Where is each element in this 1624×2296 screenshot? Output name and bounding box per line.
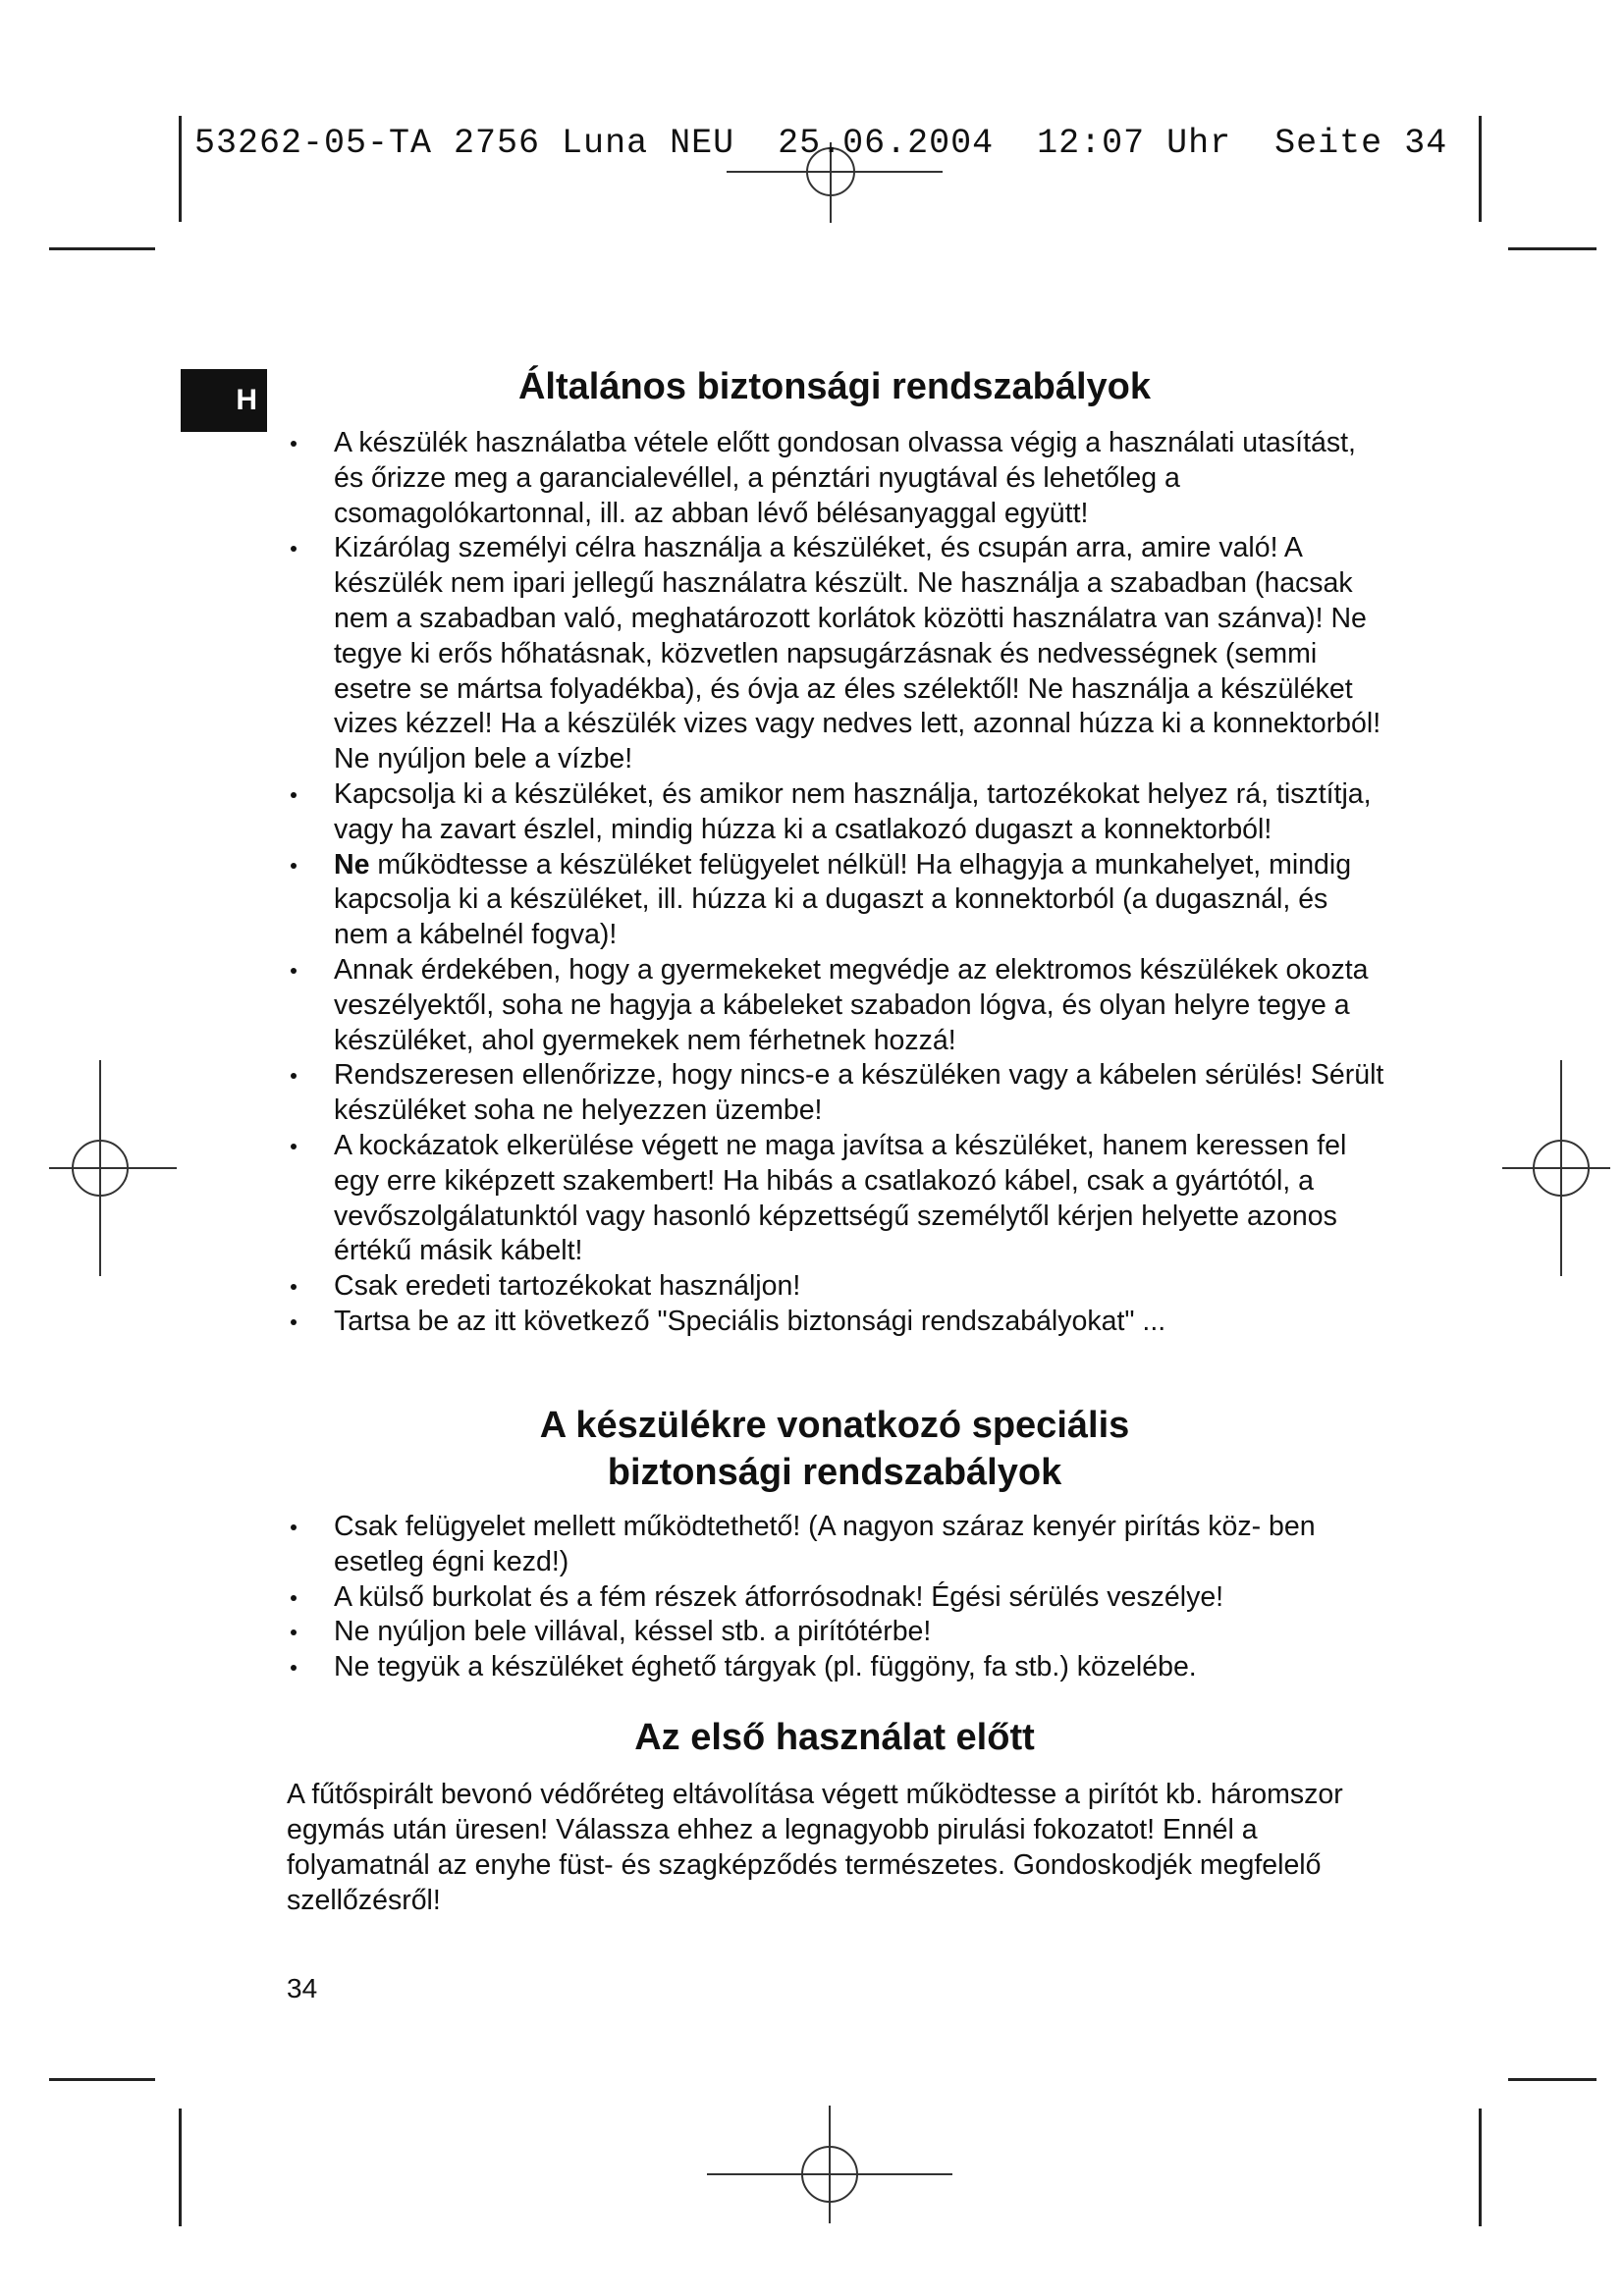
crosshair-circle-icon <box>707 2106 952 2223</box>
general-safety-list <box>287 426 1386 1340</box>
crop-mark-top-left-vertical <box>179 116 182 222</box>
list-item: Ne működtesse a készüléket felügyelet nélkül! Ha elhagyja a munkahelyet, mindig kapcsolja ki a készüléket, ill. húzza ki a dugaszt a konnektorból (a dugasznál, és nem a kábelnél fogva)! <box>287 848 1386 953</box>
crop-mark-bottom-right-vertical <box>1479 2109 1482 2226</box>
list-item: A külső burkolat és a fém részek átforrósodnak! Égési sérülés veszélye! <box>287 1580 1386 1616</box>
list-item: Ne nyúljon bele villával, késsel stb. a pirítótérbe! <box>287 1615 1386 1650</box>
crop-mark-bottom-left-vertical <box>179 2109 182 2226</box>
list-item: A kockázatok elkerülése végett ne maga javítsa a készüléket, hanem keressen fel egy erre kiképzett szakembert! Ha hibás a csatlakozó kábel, csak a gyártótól, a vevőszolgálatunktól vagy hasonló képzettségű személytől kérjen helyette azonos értékű másik kábelt! <box>287 1129 1386 1269</box>
list-item: Kapcsolja ki a készüléket, és amikor nem használja, tartozékokat helyez rá, tisztítja, vagy ha zavart észlel, mindig húzza ki a csatlakozó dugaszt a konnektorból! <box>287 777 1386 848</box>
list-item: Annak érdekében, hogy a gyermekeket megvédje az elektromos készülékek okozta veszélyektől, soha ne hagyja a kábeleket szabadon lógva, és olyan helyre tegye a készüléket, ahol gyermekek nem férhetnek hozzá! <box>287 953 1386 1058</box>
crosshair-circle-icon <box>49 1060 177 1276</box>
crop-mark-top-left-horizontal <box>49 247 155 250</box>
list-item: Csak felügyelet mellett működtethető! (A nagyon száraz kenyér pirítás köz- ben esetleg égni kezd!) <box>287 1510 1386 1580</box>
list-item: Rendszeresen ellenőrizze, hogy nincs-e a készüléken vagy a kábelen sérülés! Sérült készüléket soha ne helyezzen üzembe! <box>287 1058 1386 1129</box>
list-item: Tartsa be az itt következő "Speciális biztonsági rendszabályokat" ... <box>287 1305 1386 1340</box>
list-item: Kizárólag személyi célra használja a készüléket, és csupán arra, amire való! A készülék nem ipari jellegű használatra készült. Ne használja a szabadban (hacsak nem a szabadban való, meghatározott korlátok közötti használatra van szánva)! Ne tegye ki erős hőhatásnak, közvetlen napsugárzásnak és nedvességnek (semmi esetre se mártsa folyadékba), és óvja az éles szélektől! Ne használja a készüléket vizes kézzel! Ha a készülék vizes vagy nedves lett, azonnal húzza ki a konnektorból! Ne nyúljon bele a vízbe! <box>287 531 1386 777</box>
language-tab: H <box>181 369 267 432</box>
section-title-special-safety-line2: biztonsági rendszabályok <box>607 1452 1062 1493</box>
section-title-special-safety-line1: A készülékre vonatkozó speciális <box>539 1405 1130 1446</box>
crop-mark-top-right-horizontal <box>1508 247 1597 250</box>
list-item: A készülék használatba vétele előtt gondosan olvassa végig a használati utasítást, és őrizze meg a garancialevéllel, a pénztári nyugtával és lehetőleg a csomagolókartonnal, ill. az abban lévő bélésanyaggal együtt! <box>287 426 1386 531</box>
crop-mark-bottom-right-horizontal <box>1508 2078 1597 2081</box>
first-use-paragraph: A fűtőspirált bevonó védőréteg eltávolítása végett működtesse a pirítót kb. háromszor egymás után üresen! Válassza ehhez a legnagyobb pirulási fokozatot! Ennél a folyamatnál az enyhe füst- és szagképződés természetes. Gondoskodjék megfelelő szellőzésről! <box>287 1779 1343 1916</box>
crop-mark-top-right-vertical <box>1479 116 1482 222</box>
print-header: 53262-05-TA 2756 Luna NEU 25.06.2004 12:07 Uhr Seite 34 <box>194 124 1448 163</box>
list-item: Ne tegyük a készüléket éghető tárgyak (pl. függöny, fa stb.) közelébe. <box>287 1650 1386 1685</box>
crop-mark-bottom-left-horizontal <box>49 2078 155 2081</box>
crosshair-circle-icon <box>1502 1060 1610 1276</box>
emphasis-ne: Ne <box>334 848 370 881</box>
page-number: 34 <box>287 1973 318 2003</box>
section-title-general-safety: Általános biztonsági rendszabályok <box>517 366 1152 407</box>
section-title-first-use: Az első használat előtt <box>634 1717 1035 1758</box>
special-safety-list <box>287 1510 1386 1685</box>
list-item: Csak eredeti tartozékokat használjon! <box>287 1269 1386 1305</box>
